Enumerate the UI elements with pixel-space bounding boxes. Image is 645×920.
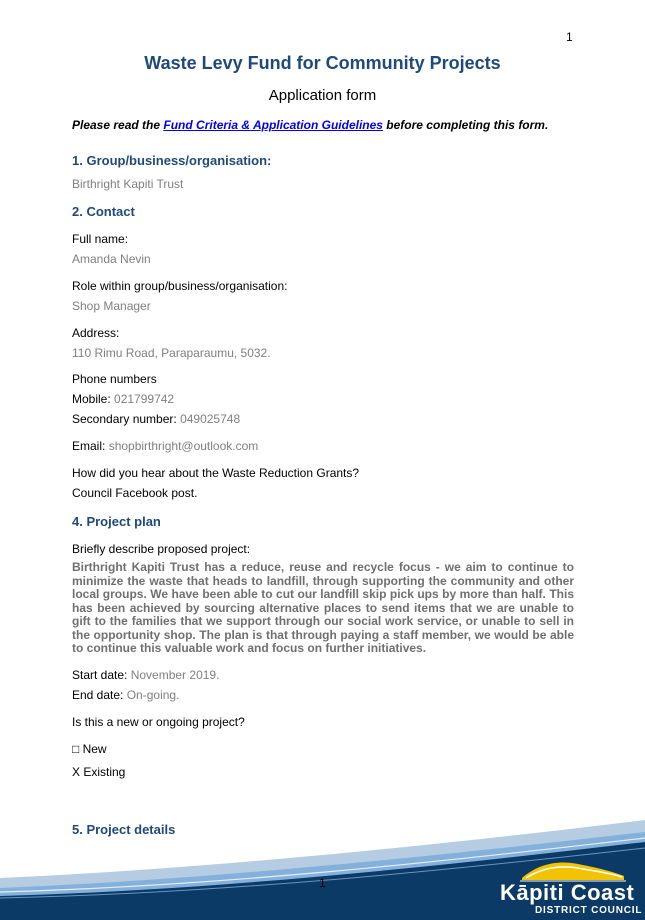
new-or-ongoing-label: Is this a new or ongoing project? [72, 715, 245, 729]
full-name-label: Full name: [72, 232, 129, 246]
document-subtitle: Application form [268, 87, 377, 104]
kapiti-island-logo-icon [518, 858, 628, 882]
page-number-bottom: 1 [319, 876, 326, 890]
role-label: Role within group/business/organisation: [72, 279, 288, 293]
email-row [72, 439, 258, 453]
start-date-value: November 2019. [130, 668, 220, 682]
section-2-heading: 2. Contact [72, 204, 135, 219]
full-name-value: Amanda Nevin [72, 252, 151, 266]
mobile-row [72, 392, 174, 406]
email-label: Email: [72, 439, 109, 453]
project-description: Birthright Kapiti Trust has a reduce, reuse and recycle focus - we aim to continue to minimize the waste that heads to landfill, through supporting the community and other local groups. We have been able to cut our landfill skip pick ups by more than half. This has been achieved by sourcing alternative places to send items that we are unable to gift to the families that we support through our social work service, or unable to sell in the opportunity shop. The plan is that through paying a staff member, we would be able to continue this valuable work and focus on further initiatives. [72, 560, 574, 655]
notice-before: Please read the [72, 118, 164, 132]
end-date-value: On-going. [126, 688, 180, 702]
page-number-top: 1 [566, 30, 573, 44]
end-date-label: End date: [72, 688, 127, 702]
address-value: 110 Rimu Road, Paraparaumu, 5032. [72, 346, 271, 360]
email-value: shopbirthright@outlook.com [108, 439, 259, 453]
hear-about-label: How did you hear about the Waste Reduction Grants? [72, 466, 360, 480]
role-value: Shop Manager [72, 299, 151, 313]
organisation-value: Birthright Kapiti Trust [72, 177, 184, 191]
address-label: Address: [72, 326, 120, 340]
end-date-row [72, 688, 179, 702]
hear-about-value: Council Facebook post. [72, 486, 198, 500]
section-5-heading: 5. Project details [72, 822, 176, 837]
option-existing[interactable]: X Existing [72, 765, 126, 779]
secondary-number-row [72, 412, 240, 426]
guidelines-link[interactable]: Fund Criteria & Application Guidelines [163, 118, 383, 132]
mobile-value: 021799742 [114, 392, 175, 406]
secondary-number-value: 049025748 [180, 412, 241, 426]
council-logo-subtitle: DISTRICT COUNCIL [535, 905, 643, 916]
section-1-heading: 1. Group/business/organisation: [72, 153, 272, 168]
secondary-number-label: Secondary number: [72, 412, 181, 426]
council-logo-name: Kāpiti Coast [500, 880, 635, 905]
guidelines-notice [72, 118, 592, 132]
phone-numbers-label: Phone numbers [72, 372, 157, 386]
start-date-row [72, 668, 219, 682]
option-new[interactable]: □ New [72, 742, 107, 756]
document-title: Waste Levy Fund for Community Projects [144, 53, 501, 73]
notice-after: before completing this form. [382, 118, 549, 132]
mobile-label: Mobile: [72, 392, 115, 406]
describe-project-label: Briefly describe proposed project: [72, 542, 251, 556]
start-date-label: Start date: [72, 668, 131, 682]
section-4-heading: 4. Project plan [72, 514, 161, 529]
